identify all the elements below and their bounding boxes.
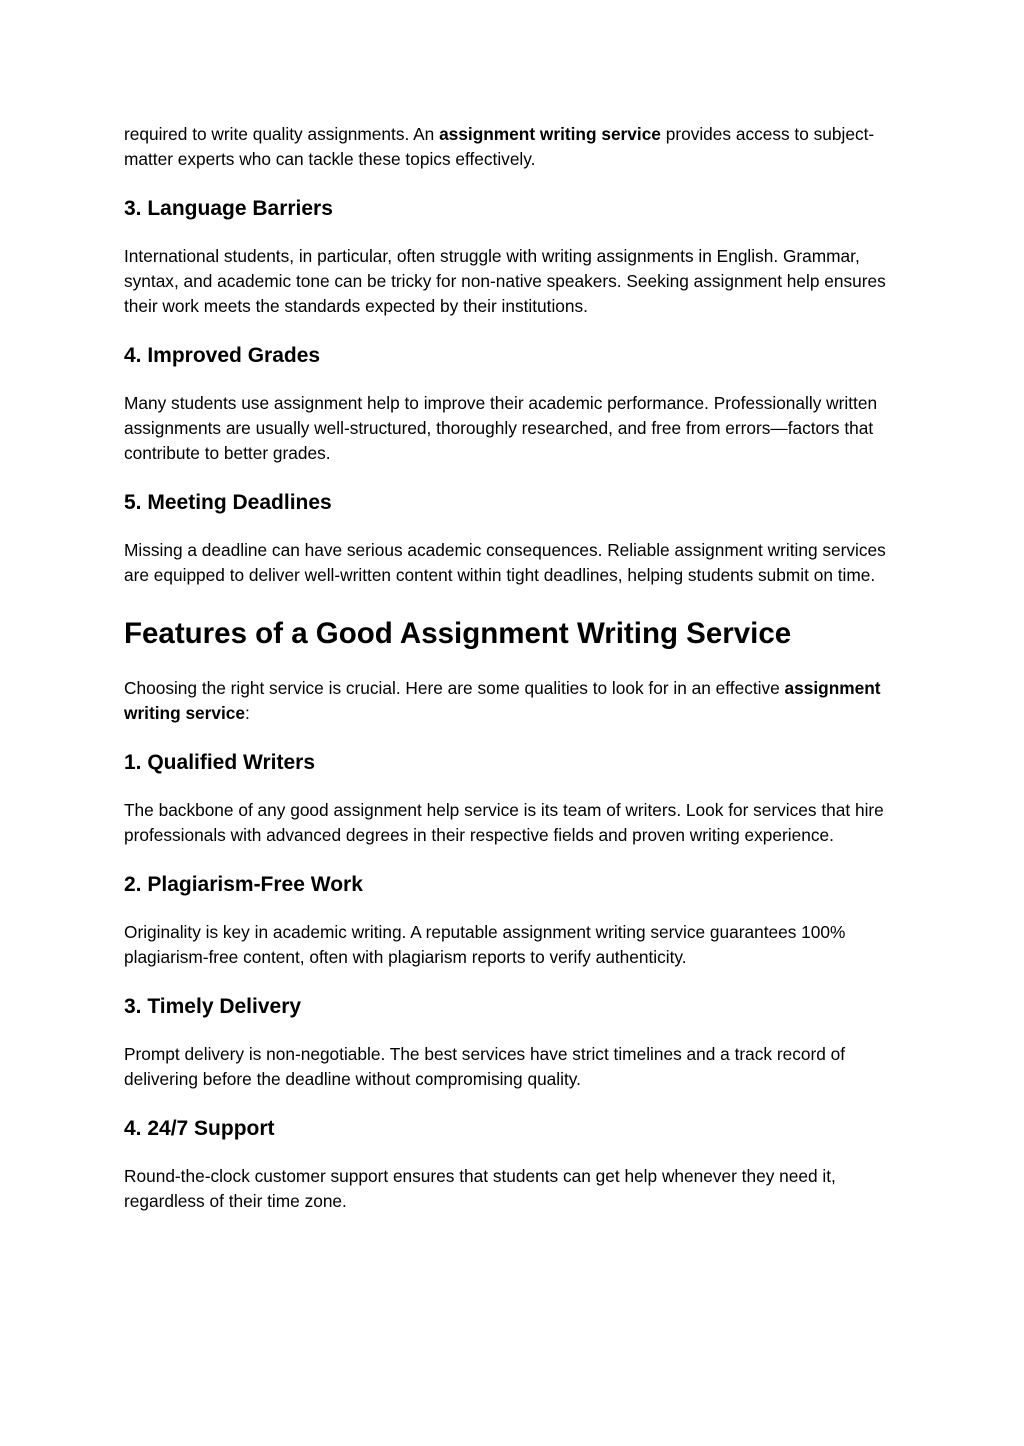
features-intro-end: : [245,703,250,723]
features-intro-paragraph [124,676,896,726]
section-heading-support: 4. 24/7 Support [124,1117,275,1140]
intro-bold-term: assignment writing service [439,124,661,144]
section-heading-language-barriers: 3. Language Barriers [124,197,333,220]
paragraph-language-barriers: International students, in particular, often struggle with writing assignments in English. Grammar, syntax, and academic tone can be tricky for non-native speakers. Seeking assignment help ensures their work meets the standards expected by their institutions. [124,246,886,316]
paragraph-meeting-deadlines: Missing a deadline can have serious academic consequences. Reliable assignment writing services are equipped to deliver well-written content within tight deadlines, helping students submit on time. [124,540,886,585]
paragraph-qualified-writers: The backbone of any good assignment help service is its team of writers. Look for services that hire professionals with advanced degrees in their respective fields and proven writing experience. [124,800,884,845]
intro-paragraph [124,122,896,172]
section-heading-meeting-deadlines: 5. Meeting Deadlines [124,491,332,514]
section-heading-plagiarism-free: 2. Plagiarism-Free Work [124,873,363,896]
intro-text: required to write quality assignments. An [124,124,440,144]
section-heading-timely-delivery: 3. Timely Delivery [124,995,302,1018]
section-title-features: Features of a Good Assignment Writing Service [124,617,792,650]
paragraph-timely-delivery: Prompt delivery is non-negotiable. The best services have strict timelines and a track record of delivering before the deadline without compromising quality. [124,1044,846,1089]
paragraph-support: Round-the-clock customer support ensures that students can get help whenever they need it, regardless of their time zone. [124,1166,836,1211]
document-page [124,122,896,1214]
paragraph-improved-grades: Many students use assignment help to improve their academic performance. Professionally written assignments are usually well-structured, thoroughly researched, and free from errors—factors that contribute to better grades. [124,393,878,463]
features-intro-text: Choosing the right service is crucial. Here are some qualities to look for in an effective [124,678,785,698]
section-heading-improved-grades: 4. Improved Grades [124,344,321,367]
features-intro-bold-term: assignment writing service [124,678,881,723]
intro-text-end: provides access to subject-matter experts who can tackle these topics effectively. [124,124,875,169]
paragraph-plagiarism-free: Originality is key in academic writing. A reputable assignment writing service guarantees 100% plagiarism-free content, often with plagiarism reports to verify authenticity. [124,922,846,967]
section-heading-qualified-writers: 1. Qualified Writers [124,751,315,774]
